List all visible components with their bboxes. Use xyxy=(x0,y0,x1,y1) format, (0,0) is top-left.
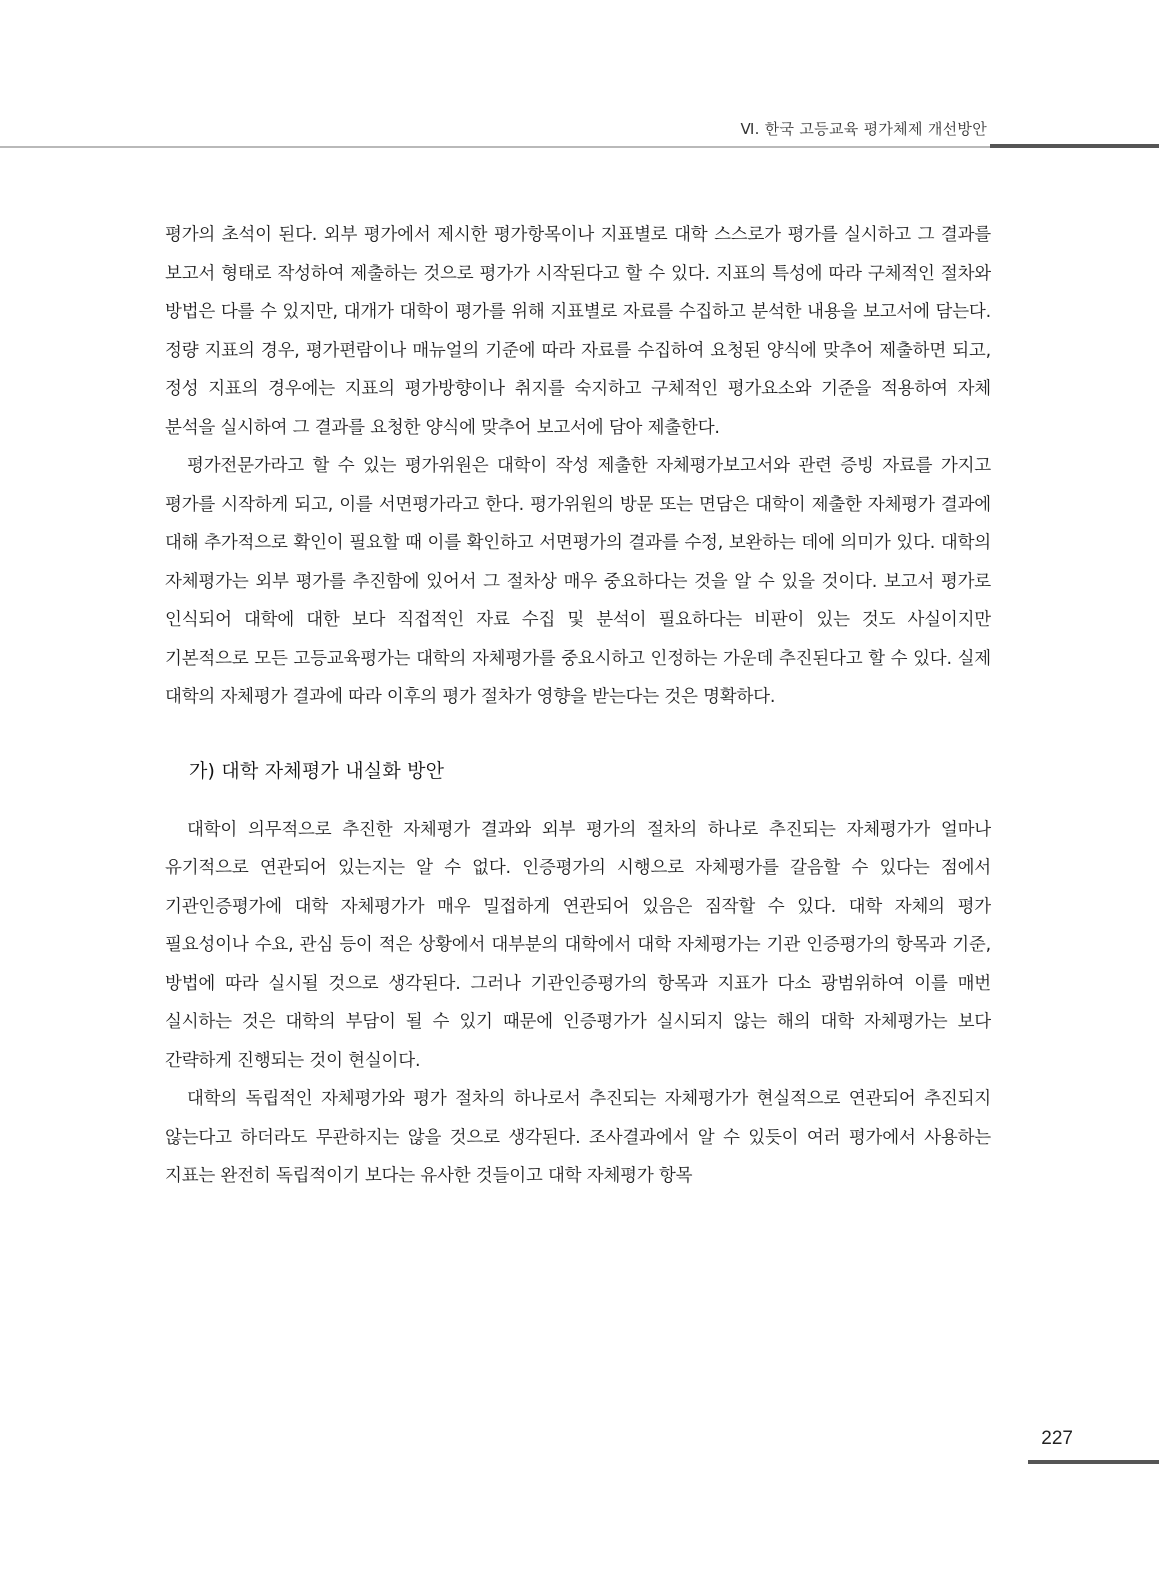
page-number: 227 xyxy=(1041,1428,1073,1449)
main-text-block xyxy=(165,216,991,1196)
section-heading: 가) 대학 자체평가 내실화 방안 xyxy=(189,759,445,782)
running-header-title: Ⅵ. 한국 고등교육 평가체제 개선방안 xyxy=(740,120,987,138)
paragraph: 평가의 초석이 된다. 외부 평가에서 제시한 평가항목이나 지표별로 대학 스스로가 평가를 실시하고 그 결과를 보고서 형태로 작성하여 제출하는 것으로 평가가 시작된다고 할 수 있다. 지표의 특성에 따라 구체적인 절차와 방법은 다를 수 있지만, 대개가 대학이 평가를 위해 지표별로 자료를 수집하고 분석한 내용을 보고서에 담는다. 정량 지표의 경우, 평가편람이나 매뉴얼의 기준에 따라 자료를 수집하여 요청된 양식에 맞추어 제출하면 되고, 정성 지표의 경우에는 지표의 평가방향이나 취지를 숙지하고 구체적인 평가요소와 기준을 적용하여 자체 분석을 실시하여 그 결과를 요청한 양식에 맞추어 보고서에 담아 제출한다. xyxy=(165,225,991,438)
paragraph: 대학이 의무적으로 추진한 자체평가 결과와 외부 평가의 절차의 하나로 추진되는 자체평가가 얼마나 유기적으로 연관되어 있는지는 알 수 없다. 인증평가의 시행으로 자체평가를 갈음할 수 있다는 점에서 기관인증평가에 대학 자체평가가 매우 밀접하게 연관되어 있음은 짐작할 수 있다. 대학 자체의 평가 필요성이나 수요, 관심 등이 적은 상황에서 대부분의 대학에서 대학 자체평가는 기관 인증평가의 항목과 기준, 방법에 따라 실시될 것으로 생각된다. 그러나 기관인증평가의 항목과 지표가 다소 광범위하여 이를 매번 실시하는 것은 대학의 부담이 될 수 있기 때문에 인증평가가 실시되지 않는 해의 대학 자체평가는 보다 간략하게 진행되는 것이 현실이다. xyxy=(165,819,991,1071)
footer-divider xyxy=(1028,1460,1159,1464)
header-divider-thick xyxy=(990,144,1159,148)
paragraph: 대학의 독립적인 자체평가와 평가 절차의 하나로서 추진되는 자체평가가 현실적으로 연관되어 추진되지 않는다고 하더라도 무관하지는 않을 것으로 생각된다. 조사결과에서 알 수 있듯이 여러 평가에서 사용하는 지표는 완전히 독립적이기 보다는 유사한 것들이고 대학 자체평가 항목 xyxy=(165,1089,991,1186)
paragraph: 평가전문가라고 할 수 있는 평가위원은 대학이 작성 제출한 자체평가보고서와 관련 증빙 자료를 가지고 평가를 시작하게 되고, 이를 서면평가라고 한다. 평가위원의 방문 또는 면담은 대학이 제출한 자체평가 결과에 대해 추가적으로 확인이 필요할 때 이를 확인하고 서면평가의 결과를 수정, 보완하는 데에 의미가 있다. 대학의 자체평가는 외부 평가를 추진함에 있어서 그 절차상 매우 중요하다는 것을 알 수 있을 것이다. 보고서 평가로 인식되어 대학에 대한 보다 직접적인 자료 수집 및 분석이 필요하다는 비판이 있는 것도 사실이지만 기본적으로 모든 고등교육평가는 대학의 자체평가를 중요시하고 인정하는 가운데 추진된다고 할 수 있다. 실제 대학의 자체평가 결과에 따라 이후의 평가 절차가 영향을 받는다는 것은 명확하다. xyxy=(165,456,991,707)
header-divider-thin xyxy=(0,146,990,148)
